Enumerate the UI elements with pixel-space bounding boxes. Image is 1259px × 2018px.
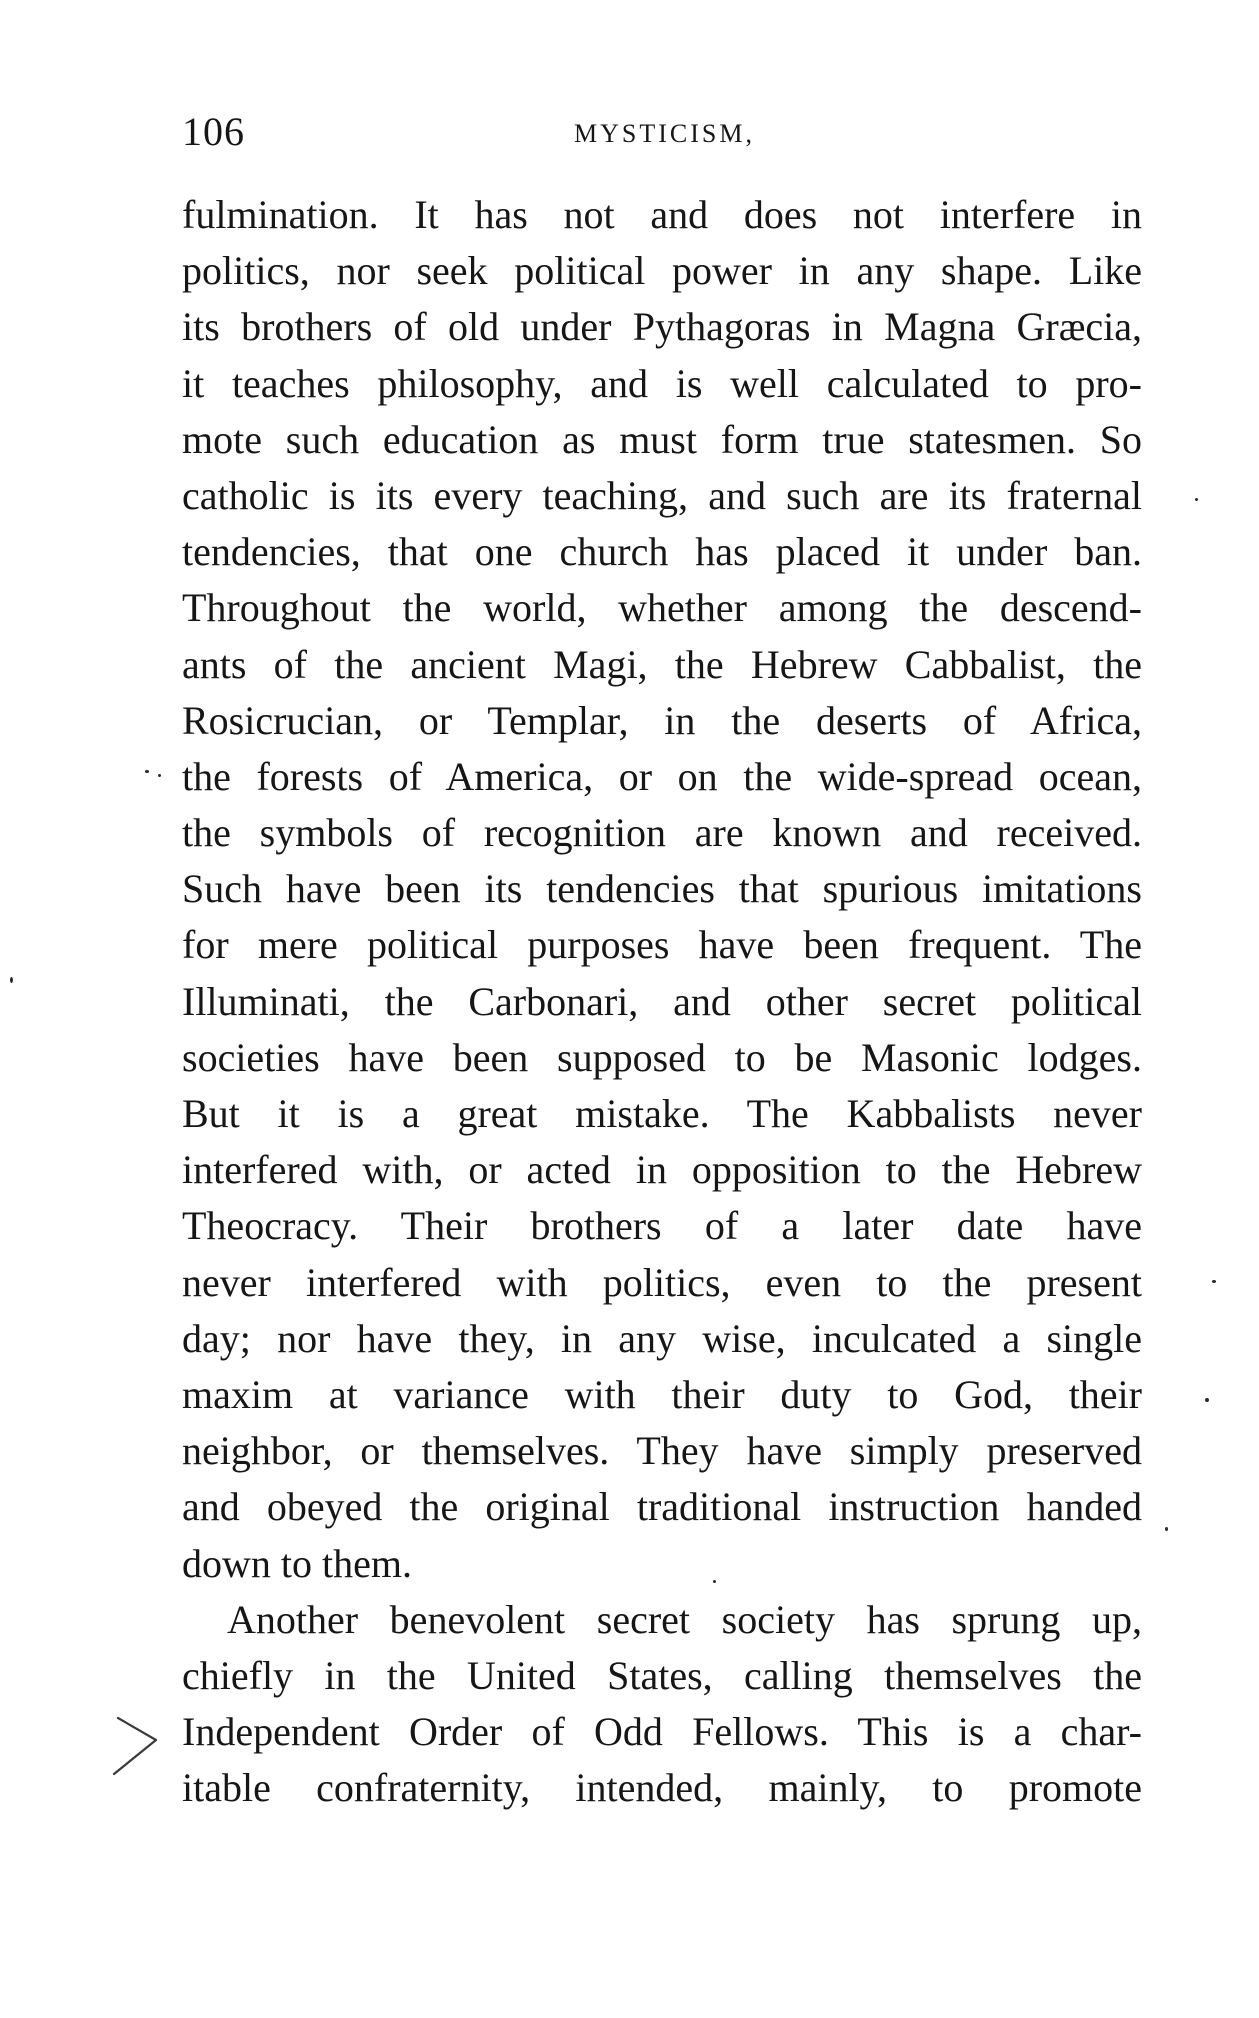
text-line: maxim at variance with their duty to God, their xyxy=(182,1371,1142,1417)
text-line: its brothers of old under Pythagoras in Magna Græcia, xyxy=(182,304,1142,350)
page-number: 106 xyxy=(182,109,245,154)
text-line: never interfered with politics, even to the present xyxy=(182,1259,1142,1305)
text-line: interfered with, or acted in opposition to the Hebrew xyxy=(182,1147,1142,1193)
text-line: societies have been supposed to be Masonic lodges. xyxy=(182,1034,1142,1080)
text-line: ants of the ancient Magi, the Hebrew Cabbalist, the xyxy=(182,641,1142,687)
text-line: the symbols of recognition are known and received. xyxy=(182,810,1142,856)
scan-speck xyxy=(1165,1527,1168,1531)
running-title: MYSTICISM, xyxy=(574,119,755,148)
scan-speck xyxy=(145,770,149,773)
scan-speck xyxy=(158,774,161,777)
pencil-chevron-mark-icon xyxy=(106,1712,162,1780)
text-line: Theocracy. Their brothers of a later date have xyxy=(182,1203,1142,1249)
scan-speck xyxy=(10,977,13,983)
text-line: catholic is its every teaching, and such are its fraternal xyxy=(182,472,1142,518)
body-text xyxy=(182,187,1142,1816)
text-line: But it is a great mistake. The Kabbalists never xyxy=(182,1091,1142,1136)
text-line: it teaches philosophy, and is well calculated to pro- xyxy=(182,360,1142,406)
text-line: day; nor have they, in any wise, inculcated a single xyxy=(182,1315,1142,1361)
scan-speck xyxy=(1205,1398,1209,1402)
text-line: Such have been its tendencies that spurious imitations xyxy=(182,866,1142,912)
text-line: mote such education as must form true statesmen. So xyxy=(182,416,1142,462)
text-line: Throughout the world, whether among the descend- xyxy=(182,585,1142,631)
text-line: chiefly in the United States, calling themselves the xyxy=(182,1652,1142,1698)
text-line: Illuminati, the Carbonari, and other secret political xyxy=(182,978,1142,1024)
text-line: tendencies, that one church has placed it under ban. xyxy=(182,529,1142,575)
text-line: neighbor, or themselves. They have simply preserved xyxy=(182,1428,1142,1474)
text-line: itable confraternity, intended, mainly, to promote xyxy=(182,1765,1142,1811)
text-line: politics, nor seek political power in any shape. Like xyxy=(182,248,1142,294)
scan-speck xyxy=(1195,498,1198,501)
text-line: fulmination. It has not and does not interfere in xyxy=(182,192,1142,237)
scan-speck xyxy=(713,1580,716,1583)
text-line: and obeyed the original traditional instruction handed xyxy=(182,1484,1142,1530)
paragraph-2 xyxy=(182,1592,1142,1817)
text-line: Another benevolent secret society has sprung up, xyxy=(227,1596,1142,1642)
text-line: Rosicrucian, or Templar, in the deserts of Africa, xyxy=(182,697,1142,743)
text-line: the forests of America, or on the wide-spread ocean, xyxy=(182,753,1142,799)
text-line: for mere political purposes have been frequent. The xyxy=(182,922,1142,968)
scan-speck xyxy=(1212,1280,1216,1283)
text-line: Independent Order of Odd Fellows. This is a char- xyxy=(182,1709,1142,1755)
text-line: down to them. xyxy=(182,1540,412,1586)
paragraph-1 xyxy=(182,187,1142,1592)
